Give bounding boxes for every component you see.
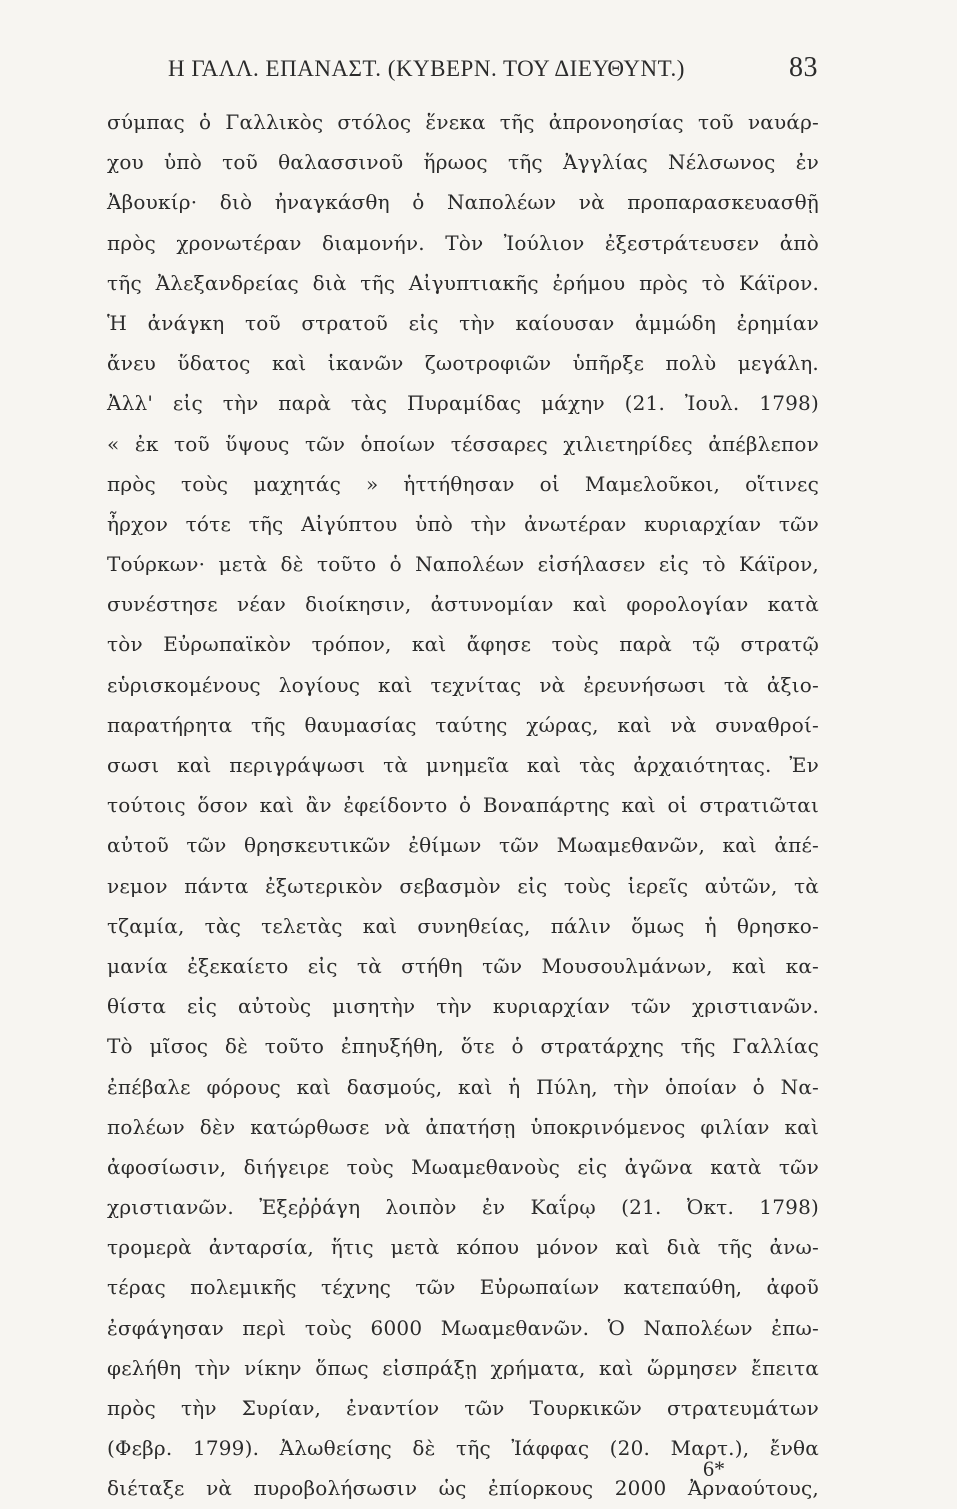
text-line: ἄνευ ὕδατος καὶ ἱκανῶν ζωοτροφιῶν ὑπῆρξε πολὺ μεγάλη.	[107, 351, 819, 376]
text-line: ἐσφάγησαν περὶ τοὺς 6000 Μωαμεθανῶν. Ὁ Ναπολέων ἐπω-	[107, 1315, 819, 1340]
running-head	[168, 50, 818, 94]
text-line: μανία ἐξεκαίετο εἰς τὰ στήθη τῶν Μουσουλμάνων, καὶ κα-	[107, 953, 819, 978]
text-line: ἦρχον τότε τῆς Αἰγύπτου ὑπὸ τὴν ἀνωτέραν κυριαρχίαν τῶν	[107, 511, 819, 536]
text-line: « ἐκ τοῦ ὕψους τῶν ὁποίων τέσσαρες χιλιετηρίδες ἀπέβλεπον	[107, 431, 819, 456]
text-line: Ἡ ἀνάγκη τοῦ στρατοῦ εἰς τὴν καίουσαν ἀμμώδη ἐρημίαν	[107, 310, 819, 335]
text-line: αὐτοῦ τῶν θρησκευτικῶν ἐθίμων τῶν Μωαμεθανῶν, καὶ ἀπέ-	[107, 833, 819, 858]
body-text	[107, 102, 819, 1509]
text-line: πρὸς τὴν Συρίαν, ἐναντίον τῶν Τουρκικῶν στρατευμάτων	[107, 1396, 819, 1420]
text-line: ἐπέβαλε φόρους καὶ δασμούς, καὶ ἡ Πύλη, τὴν ὁποίαν ὁ Να-	[107, 1074, 819, 1099]
text-line: θίστα εἰς αὐτοὺς μισητὴν τὴν κυριαρχίαν τῶν χριστιανῶν.	[107, 994, 819, 1019]
text-line: σύμπας ὁ Γαλλικὸς στόλος ἕνεκα τῆς ἀπρονοησίας τοῦ ναυάρ-	[107, 110, 819, 134]
text-line: τὸν Εὐρωπαϊκὸν τρόπον, καὶ ἄφησε τοὺς παρὰ τῷ στρατῷ	[107, 632, 819, 657]
signature-mark: 6*	[703, 1456, 725, 1481]
text-line: τῆς Ἀλεξανδρείας διὰ τῆς Αἰγυπτιακῆς ἐρήμου πρὸς τὸ Κάϊρον.	[107, 270, 819, 295]
running-head-title: Η ΓΑΛΛ. ΕΠΑΝΑΣΤ. (ΚΥΒΕΡΝ. ΤΟΥ ΔΙΕΥΘΥΝΤ.)	[168, 56, 685, 81]
text-line: τούτοις ὅσον καὶ ἂν ἐφείδοντο ὁ Βοναπάρτης καὶ οἱ στρατιῶται	[107, 793, 819, 818]
text-line: (Φεβρ. 1799). Ἀλωθείσης δὲ τῆς Ἰάφφας (20. Μαρτ.), ἔνθα	[107, 1436, 819, 1461]
text-line: χου ὑπὸ τοῦ θαλασσινοῦ ἥρωος τῆς Ἀγγλίας Νέλσωνος ἐν	[107, 150, 819, 175]
text-line: Τούρκων· μετὰ δὲ τοῦτο ὁ Ναπολέων εἰσήλασεν εἰς τὸ Κάϊρον,	[107, 552, 819, 577]
text-line: πρὸς τοὺς μαχητάς » ἡττήθησαν οἱ Μαμελοῦκοι, οἵτινες	[107, 471, 819, 496]
page-number: 83	[789, 52, 818, 83]
text-line: τρομερὰ ἀνταρσία, ἥτις μετὰ κόπου μόνον καὶ διὰ τῆς ἀνω-	[107, 1235, 819, 1260]
text-line: συνέστησε νέαν διοίκησιν, ἀστυνομίαν καὶ φορολογίαν κατὰ	[107, 592, 819, 617]
text-line: πρὸς χρονωτέραν διαμονήν. Τὸν Ἰούλιον ἐξεστράτευσεν ἀπὸ	[107, 230, 819, 255]
text-line: Τὸ μῖσος δὲ τοῦτο ἐπηυξήθη, ὅτε ὁ στρατάρχης τῆς Γαλλίας	[107, 1034, 819, 1059]
text-line: νεμον πάντα ἐξωτερικὸν σεβασμὸν εἰς τοὺς ἱερεῖς αὐτῶν, τὰ	[107, 873, 819, 898]
text-line: Ἀλλ' εἰς τὴν παρὰ τὰς Πυραμίδας μάχην (21. Ἰουλ. 1798)	[107, 391, 819, 416]
text-line: διέταξε νὰ πυροβολήσωσιν ὡς ἐπίορκους 2000 Ἀρναούτους,	[107, 1476, 819, 1501]
text-line: Ἀβουκίρ· διὸ ἠναγκάσθη ὁ Ναπολέων νὰ προπαρασκευασθῇ	[107, 190, 819, 215]
text-line: χριστιανῶν. Ἐξεῤῥάγη λοιπὸν ἐν Καΐρῳ (21. Ὀκτ. 1798)	[107, 1195, 819, 1220]
text-line: ἀφοσίωσιν, διήγειρε τοὺς Μωαμεθανοὺς εἰς ἀγῶνα κατὰ τῶν	[107, 1154, 819, 1179]
text-line: σωσι καὶ περιγράψωσι τὰ μνημεῖα καὶ τὰς ἀρχαιότητας. Ἐν	[107, 753, 819, 777]
text-line: παρατήρητα τῆς θαυμασίας ταύτης χώρας, καὶ νὰ συναθροί-	[107, 712, 819, 737]
text-line: πολέων δὲν κατώρθωσε νὰ ἀπατήσῃ ὑποκρινόμενος φιλίαν καὶ	[107, 1114, 819, 1139]
text-line: τέρας πολεμικῆς τέχνης τῶν Εὐρωπαίων κατεπαύθη, ἀφοῦ	[107, 1275, 819, 1300]
text-line: φελήθη τὴν νίκην ὅπως εἰσπράξῃ χρήματα, καὶ ὥρμησεν ἔπειτα	[107, 1355, 819, 1380]
text-line: εὑρισκομένους λογίους καὶ τεχνίτας νὰ ἐρευνήσωσι τὰ ἀξιο-	[107, 672, 819, 697]
text-line: τζαμία, τὰς τελετὰς καὶ συνηθείας, πάλιν ὅμως ἡ θρησκο-	[107, 913, 819, 938]
